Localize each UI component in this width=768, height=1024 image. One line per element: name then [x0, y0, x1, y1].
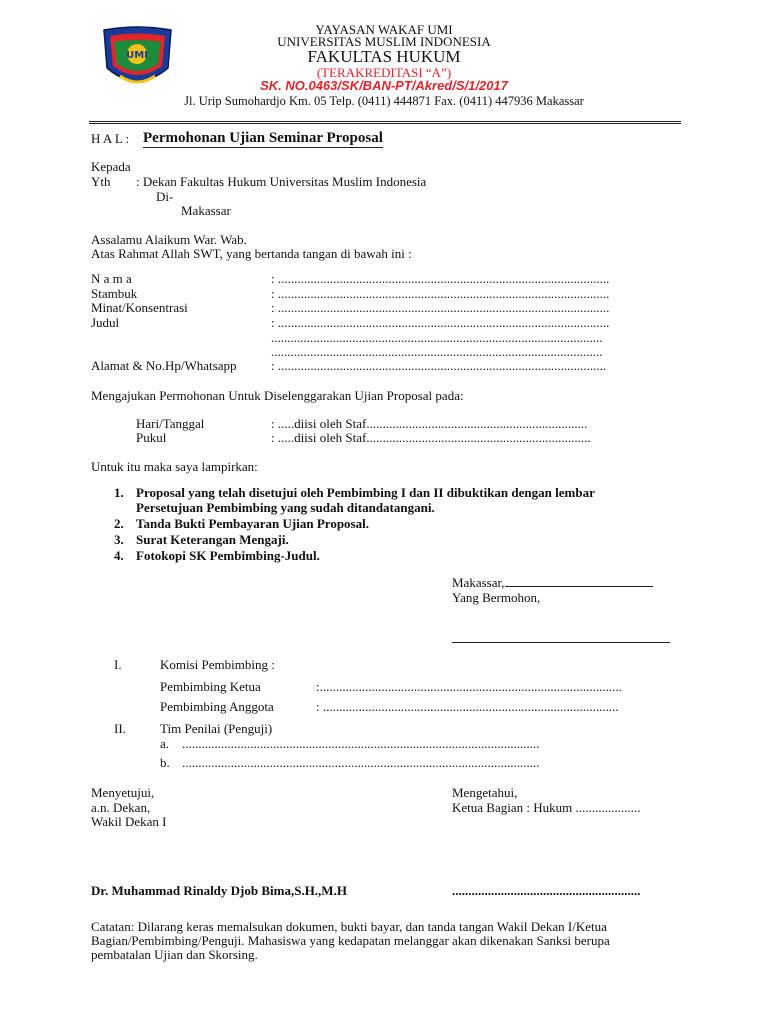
- foundation-name: YAYASAN WAKAF UMI: [315, 22, 453, 37]
- request-time-value: : .....diisi oleh Staf.....................................................................: [271, 430, 591, 445]
- recipient-city: Makassar: [181, 203, 231, 218]
- list-item-text-cont: Persetujuan Pembimbing yang sudah ditandatangani.: [136, 500, 435, 515]
- list-item-text: Surat Keterangan Mengaji.: [136, 532, 289, 547]
- field-value-alamat[interactable]: : .....................................................................................................: [271, 358, 607, 373]
- subject-title: Permohonan Ujian Seminar Proposal: [143, 130, 383, 146]
- list-item-text: Tanda Bukti Pembayaran Ujian Proposal.: [136, 516, 369, 531]
- applicant-signature-line[interactable]: [452, 642, 670, 643]
- sign-place: Makassar,: [452, 575, 653, 591]
- examiner-b-value[interactable]: ..............................................................................................................: [182, 755, 540, 770]
- greeting-intro: Atas Rahmat Allah SWT, yang bertanda tangan di bawah ini :: [91, 246, 412, 261]
- examiner-a-label: a.: [160, 736, 170, 751]
- examiner-a-value[interactable]: ..............................................................................................................: [182, 736, 540, 751]
- subject-label: H A L :: [91, 131, 130, 146]
- list-item-number: 3.: [114, 532, 124, 547]
- field-value-judul-2[interactable]: ......................................................................................................: [271, 330, 603, 345]
- committee-s1-number: I.: [114, 657, 122, 672]
- field-label-nama: N a m a: [91, 271, 132, 286]
- committee-chief-label: Pembimbing Ketua: [160, 679, 261, 694]
- committee-s2-number: II.: [114, 721, 126, 736]
- request-day-label: Hari/Tanggal: [136, 416, 205, 431]
- request-day-value: : .....diisi oleh Staf....................................................................: [271, 416, 588, 431]
- list-item-number: 4.: [114, 548, 124, 563]
- list-item-number: 1.: [114, 485, 124, 500]
- approval-left-2: a.n. Dekan,: [91, 800, 151, 815]
- address: Jl. Urip Sumohardjo Km. 05 Telp. (0411) 444871 Fax. (0411) 447936 Makassar: [184, 94, 584, 108]
- recipient-yth-label: Yth: [91, 174, 111, 189]
- recipient-yth-value: : Dekan Fakultas Hukum Universitas Muslim Indonesia: [136, 174, 427, 189]
- examiner-b-label: b.: [160, 755, 170, 770]
- field-label-judul: Judul: [91, 315, 120, 330]
- date-blank[interactable]: [505, 575, 653, 587]
- request-time-label: Pukul: [136, 430, 167, 445]
- greeting-salam: Assalamu Alaikum War. Wab.: [91, 232, 247, 247]
- field-label-minat: Minat/Konsentrasi: [91, 300, 188, 315]
- list-item: [114, 532, 289, 548]
- committee-chief-value[interactable]: :.............................................................................................: [316, 679, 622, 694]
- committee-s1-title: Komisi Pembimbing :: [160, 657, 275, 672]
- approval-right-1: Mengetahui,: [452, 785, 518, 800]
- vice-dean-name: Dr. Muhammad Rinaldy Djob Bima,S.H.,M.H: [91, 883, 347, 898]
- recipient-to: Kepada: [91, 159, 131, 174]
- field-value-stambuk[interactable]: : ......................................................................................................: [271, 286, 610, 301]
- note-line-1: Catatan: Dilarang keras memalsukan dokumen, bukti bayar, dan tanda tangan Wakil Dekan I/Ketua: [91, 919, 607, 934]
- attachments-intro: Untuk itu maka saya lampirkan:: [91, 459, 258, 474]
- header-divider: [89, 121, 681, 124]
- sk-number: SK. NO.0463/SK/BAN-PT/Akred/S/1/2017: [260, 78, 508, 93]
- approval-right-2: Ketua Bagian : Hukum ....................: [452, 800, 641, 815]
- list-item-text: Proposal yang telah disetujui oleh Pembimbing I dan II dibuktikan dengan lembar: [136, 485, 595, 500]
- field-label-alamat: Alamat & No.Hp/Whatsapp: [91, 358, 237, 373]
- committee-s2-title: Tim Penilai (Penguji): [160, 721, 273, 736]
- field-value-judul[interactable]: : ......................................................................................................: [271, 315, 610, 330]
- faculty-name: FAKULTAS HUKUM: [307, 47, 461, 66]
- committee-member-label: Pembimbing Anggota: [160, 699, 274, 714]
- note-line-2: Bagian/Pembimbing/Penguji. Mahasiswa yang kedapatan melanggar akan dikenakan Sanksi berupa: [91, 933, 610, 948]
- logo-text: UMI: [126, 50, 148, 61]
- list-item: [114, 516, 369, 532]
- department-head-name[interactable]: ..........................................................: [452, 883, 641, 898]
- list-item: [114, 548, 320, 564]
- note-line-3: pembatalan Ujian dan Skorsing.: [91, 947, 258, 962]
- committee-member-value[interactable]: : ...........................................................................................: [316, 699, 619, 714]
- approval-left-1: Menyetujui,: [91, 785, 155, 800]
- field-value-minat[interactable]: : ......................................................................................................: [271, 300, 610, 315]
- university-logo: [100, 24, 175, 92]
- approval-left-3: Wakil Dekan I: [91, 814, 167, 829]
- sign-role: Yang Bermohon,: [452, 590, 541, 605]
- list-item: [114, 485, 595, 501]
- field-label-stambuk: Stambuk: [91, 286, 138, 301]
- accreditation: (TERAKREDITASI “A”): [316, 65, 452, 80]
- university-name: UNIVERSITAS MUSLIM INDONESIA: [277, 34, 491, 49]
- request-intro: Mengajukan Permohonan Untuk Diselenggarakan Ujian Proposal pada:: [91, 388, 464, 403]
- list-item-number: 2.: [114, 516, 124, 531]
- field-value-judul-3[interactable]: ......................................................................................................: [271, 344, 603, 359]
- field-value-nama[interactable]: : ......................................................................................................: [271, 271, 610, 286]
- recipient-di: Di-: [156, 189, 174, 204]
- list-item-text: Fotokopi SK Pembimbing-Judul.: [136, 548, 320, 563]
